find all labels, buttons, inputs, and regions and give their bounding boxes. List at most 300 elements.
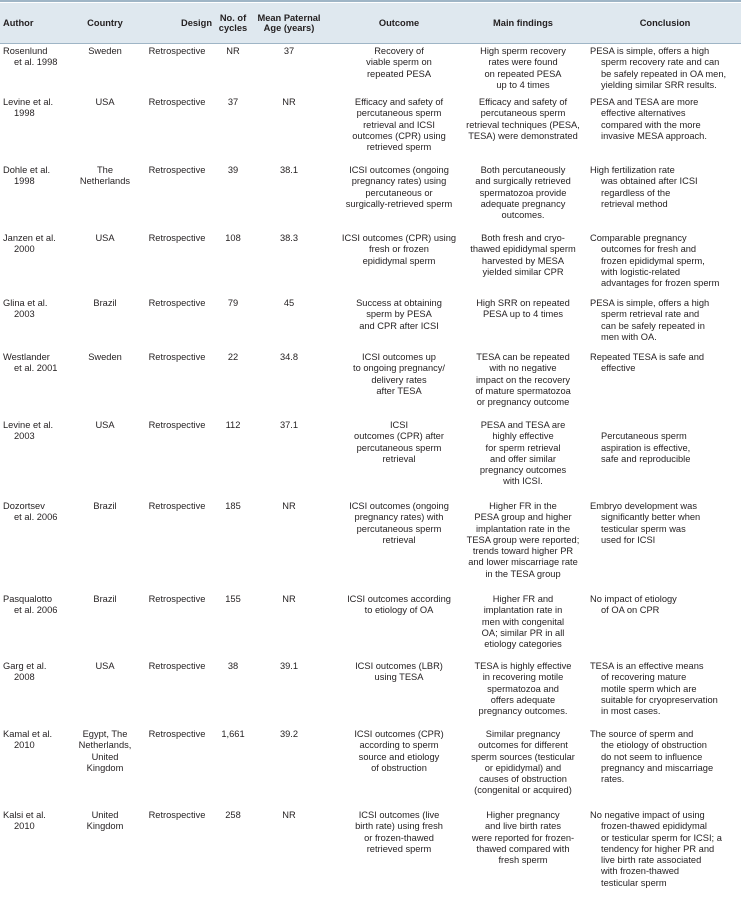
cell-cycles-line: 155 bbox=[225, 594, 241, 604]
cell-outcome-line: to ongoing pregnancy/ bbox=[352, 363, 445, 374]
cell-conclusion bbox=[590, 352, 741, 375]
cell-author bbox=[3, 46, 65, 69]
cell-age-line: 39.2 bbox=[279, 729, 299, 739]
cell-country bbox=[69, 661, 141, 672]
cell-findings-line: and lower miscarriage rate bbox=[468, 557, 578, 568]
cell-outcome-line: percutaneous or bbox=[365, 187, 433, 198]
cell-findings-line: in the TESA group bbox=[485, 568, 561, 579]
cell-conclusion-line: suitable for cryopreservation bbox=[601, 694, 718, 705]
cell-conclusion-line: PESA and TESA are more bbox=[590, 97, 699, 107]
header-author: Author bbox=[3, 18, 34, 28]
cell-design-line: Retrospective bbox=[148, 729, 206, 739]
cell-country bbox=[69, 165, 141, 188]
cell-country-line: USA bbox=[95, 97, 115, 107]
cell-findings-line: rates were found bbox=[488, 57, 558, 68]
cell-country bbox=[69, 420, 141, 431]
cell-outcome-line: percutaneous sperm bbox=[356, 108, 442, 119]
cell-conclusion-line: do not seem to influence bbox=[601, 751, 703, 762]
header-age-line-1: Mean Paternal bbox=[257, 13, 321, 23]
cell-outcome-line: using TESA bbox=[374, 672, 424, 683]
cell-design-line: Retrospective bbox=[148, 233, 206, 243]
cell-conclusion-line: the etiology of obstruction bbox=[601, 740, 707, 751]
header-cycles-line-2: cycles bbox=[218, 23, 248, 33]
cell-age bbox=[253, 233, 325, 244]
cell-country bbox=[69, 501, 141, 512]
cell-conclusion-line: of recovering mature bbox=[601, 672, 687, 683]
cell-findings bbox=[456, 420, 590, 488]
cell-conclusion-line: advantages for frozen sperm bbox=[601, 278, 720, 289]
cell-design-line: Retrospective bbox=[148, 97, 206, 107]
header-age-line-2: Age (years) bbox=[263, 23, 315, 33]
cell-author-line: Glina et al. bbox=[3, 298, 48, 308]
cell-outcome-line: ICSI outcomes (CPR) using bbox=[341, 233, 457, 243]
cell-outcome-line: fresh or frozen bbox=[369, 244, 429, 255]
cell-cycles-line: 112 bbox=[225, 420, 241, 430]
cell-conclusion-line: High fertilization rate bbox=[590, 165, 675, 175]
cell-findings-line: TESA) were demonstrated bbox=[468, 130, 578, 141]
cell-findings-line: of mature spermatozoa bbox=[475, 385, 571, 396]
cell-outcome bbox=[326, 46, 472, 80]
cell-age bbox=[253, 420, 325, 431]
cell-outcome bbox=[326, 594, 472, 617]
cell-outcome-line: Recovery of bbox=[374, 46, 424, 56]
cell-conclusion-line: outcomes for fresh and bbox=[601, 244, 697, 255]
cell-findings bbox=[456, 233, 590, 278]
cell-findings-line: thawed epididymal sperm bbox=[470, 244, 576, 255]
cell-age bbox=[253, 46, 325, 57]
cell-conclusion-line: rates. bbox=[601, 774, 625, 785]
cell-findings-line: percutaneous sperm bbox=[480, 108, 566, 119]
cell-author-line: Dohle et al. bbox=[3, 165, 51, 175]
cell-findings-line: PESA group and higher bbox=[474, 512, 572, 523]
cell-author-line: 1998 bbox=[14, 176, 35, 187]
cell-author-line: Rosenlund bbox=[3, 46, 48, 56]
cell-design bbox=[142, 501, 212, 512]
cell-outcome bbox=[326, 661, 472, 684]
cell-conclusion-line: with frozen-thawed bbox=[601, 866, 680, 877]
cell-findings bbox=[456, 810, 590, 866]
cell-outcome-line: percutaneous sperm bbox=[356, 523, 442, 534]
cell-findings-line: spermatozoa and bbox=[487, 683, 559, 694]
cell-findings-line: and offer similar bbox=[490, 453, 556, 464]
cell-country-line: United bbox=[91, 810, 119, 820]
cell-findings bbox=[456, 46, 590, 91]
cell-author-line: 2003 bbox=[14, 431, 35, 442]
cell-findings-line: were reported for frozen- bbox=[471, 832, 575, 843]
cell-author-line: et al. 2006 bbox=[14, 512, 58, 523]
cell-age-line: 45 bbox=[283, 298, 295, 308]
cell-findings-line: thawed compared with bbox=[476, 843, 570, 854]
cell-findings-line: for sperm retrieval bbox=[485, 442, 561, 453]
cell-outcome bbox=[326, 233, 472, 267]
cell-conclusion-line: testicular sperm was bbox=[601, 523, 686, 534]
cell-conclusion bbox=[590, 233, 741, 289]
cell-country-line: The bbox=[96, 165, 114, 175]
cell-country-line: USA bbox=[95, 233, 115, 243]
cell-findings-line: OA; similar PR in all bbox=[481, 627, 565, 638]
cell-conclusion-line: or testicular sperm for ICSI; a bbox=[601, 832, 722, 843]
cell-design bbox=[142, 97, 212, 108]
cell-conclusion-line: invasive MESA approach. bbox=[601, 130, 707, 141]
cell-conclusion-line: PESA is simple, offers a high bbox=[590, 46, 710, 56]
cell-findings bbox=[456, 501, 590, 580]
cell-conclusion-line: The source of sperm and bbox=[590, 729, 694, 739]
cell-cycles-line: NR bbox=[226, 46, 240, 56]
cell-conclusion-line: effective alternatives bbox=[601, 108, 686, 119]
cell-conclusion-line: tendency for higher PR and bbox=[601, 843, 715, 854]
cell-conclusion-line: be safely repeated in OA men, bbox=[601, 68, 727, 79]
cell-findings-line: TESA can be repeated bbox=[476, 352, 570, 362]
cell-conclusion-line: of OA on CPR bbox=[601, 605, 660, 616]
cell-author-line: Dozortsev bbox=[3, 501, 45, 511]
cell-age-line: 34.8 bbox=[279, 352, 299, 362]
cell-age bbox=[253, 594, 325, 605]
cell-conclusion-line: Percutaneous sperm bbox=[601, 431, 687, 442]
cell-findings-line: pregnancy outcomes. bbox=[478, 706, 568, 717]
cell-author-line: Garg et al. bbox=[3, 661, 47, 671]
cell-outcome-line: viable sperm on bbox=[366, 57, 432, 68]
header-findings: Main findings bbox=[493, 18, 553, 28]
cell-conclusion-line: Repeated TESA is safe and bbox=[590, 352, 705, 362]
cell-outcome bbox=[326, 298, 472, 332]
cell-design bbox=[142, 810, 212, 821]
cell-author-line: Levine et al. bbox=[3, 420, 54, 430]
cell-conclusion-line: Embryo development was bbox=[590, 501, 697, 511]
cell-country-line: Egypt, The bbox=[82, 729, 128, 739]
cell-age-line: NR bbox=[282, 501, 296, 511]
cell-design bbox=[142, 46, 212, 57]
cell-design-line: Retrospective bbox=[148, 352, 206, 362]
cell-conclusion-line: retrieval method bbox=[601, 198, 668, 209]
cell-conclusion bbox=[590, 46, 741, 91]
cell-outcome-line: or frozen-thawed bbox=[364, 832, 434, 843]
cell-findings-line: Both fresh and cryo- bbox=[481, 233, 565, 243]
cell-outcome-line: ICSI bbox=[389, 420, 409, 430]
cell-country-line: Netherlands bbox=[79, 176, 131, 187]
cell-country-line: Brazil bbox=[93, 298, 117, 308]
cell-age-line: NR bbox=[282, 810, 296, 820]
cell-age-line: NR bbox=[282, 594, 296, 604]
cell-conclusion bbox=[590, 810, 741, 889]
cell-findings-line: Higher FR and bbox=[492, 594, 554, 604]
cell-findings-line: High SRR on repeated bbox=[476, 298, 570, 308]
cell-country bbox=[69, 46, 141, 57]
cell-findings-line: pregnancy outcomes bbox=[479, 465, 567, 476]
cell-country bbox=[69, 729, 141, 774]
cell-findings-line: harvested by MESA bbox=[481, 255, 565, 266]
cell-conclusion-line: aspiration is effective, bbox=[601, 442, 691, 453]
cell-findings-line: (congenital or acquired) bbox=[474, 785, 572, 796]
cell-findings-line: TESA is highly effective bbox=[474, 661, 572, 671]
cell-design-line: Retrospective bbox=[148, 661, 206, 671]
cell-author-line: Kalsi et al. bbox=[3, 810, 46, 820]
cell-author bbox=[3, 501, 65, 524]
cell-outcome bbox=[326, 165, 472, 210]
cell-cycles bbox=[214, 46, 252, 57]
cell-findings-line: spermatozoa provide bbox=[479, 187, 567, 198]
cell-conclusion-line: pregnancy and miscarriage bbox=[601, 762, 714, 773]
cell-outcome-line: Success at obtaining bbox=[356, 298, 442, 308]
cell-outcome-line: sperm by PESA bbox=[366, 309, 432, 320]
cell-author bbox=[3, 298, 65, 321]
cell-author bbox=[3, 661, 65, 684]
cell-outcome-line: ICSI outcomes (ongoing bbox=[349, 165, 449, 175]
cell-findings-line: trends toward higher PR bbox=[472, 546, 574, 557]
cell-conclusion-line: live birth rate associated bbox=[601, 855, 702, 866]
cell-findings-line: highly effective bbox=[492, 431, 554, 442]
cell-findings bbox=[456, 298, 590, 321]
cell-cycles-line: 108 bbox=[225, 233, 241, 243]
cell-findings-line: retrieval techniques (PESA, bbox=[466, 119, 580, 130]
cell-cycles bbox=[214, 501, 252, 512]
cell-findings-line: with ICSI. bbox=[503, 476, 543, 487]
header-design: Design bbox=[181, 18, 212, 28]
cell-findings bbox=[456, 165, 590, 221]
cell-findings bbox=[456, 352, 590, 408]
cell-cycles bbox=[214, 661, 252, 672]
cell-findings-line: Similar pregnancy bbox=[485, 729, 561, 739]
cell-outcome-line: retrieved sperm bbox=[366, 843, 432, 854]
cell-age-line: 38.1 bbox=[279, 165, 299, 175]
cell-design bbox=[142, 233, 212, 244]
cell-conclusion-line: can be safely repeated in bbox=[601, 320, 705, 331]
cell-author bbox=[3, 233, 65, 256]
cell-conclusion-line: Comparable pregnancy bbox=[590, 233, 687, 243]
cell-findings-line: in recovering motile bbox=[482, 672, 564, 683]
cell-conclusion bbox=[590, 594, 741, 617]
cell-conclusion-line: regardless of the bbox=[601, 187, 671, 198]
cell-cycles bbox=[214, 594, 252, 605]
header-outcome: Outcome bbox=[378, 18, 420, 28]
cell-findings-line: with no negative bbox=[489, 363, 557, 374]
cell-findings-line: Higher FR in the bbox=[489, 501, 557, 511]
cell-age-line: NR bbox=[282, 97, 296, 107]
cell-findings-line: on repeated PESA bbox=[484, 68, 562, 79]
cell-cycles-line: 185 bbox=[225, 501, 241, 511]
cell-country bbox=[69, 810, 141, 833]
cell-outcome-line: retrieval bbox=[382, 534, 416, 545]
cell-findings-line: yielded similar CPR bbox=[482, 266, 564, 277]
cell-country-line: Brazil bbox=[93, 594, 117, 604]
cell-outcome-line: Efficacy and safety of bbox=[354, 97, 444, 107]
cell-outcome bbox=[326, 810, 472, 855]
cell-conclusion-line: yielding similar SRR results. bbox=[601, 79, 717, 90]
cell-design-line: Retrospective bbox=[148, 46, 206, 56]
header-conclusion: Conclusion bbox=[639, 18, 691, 28]
cell-findings-line: implantation rate in the bbox=[475, 523, 571, 534]
cell-findings-line: outcomes. bbox=[501, 210, 545, 221]
cell-conclusion-line: in most cases. bbox=[601, 706, 661, 717]
cell-conclusion bbox=[590, 165, 741, 210]
cell-design bbox=[142, 352, 212, 363]
cell-outcome-line: ICSI outcomes (CPR) bbox=[354, 729, 444, 739]
cell-conclusion-line: significantly better when bbox=[601, 512, 701, 523]
cell-cycles bbox=[214, 420, 252, 431]
cell-author-line: Westlander bbox=[3, 352, 50, 362]
cell-country-line: Sweden bbox=[88, 46, 122, 56]
cell-outcome-line: surgically-retrieved sperm bbox=[345, 198, 453, 209]
cell-country-line: USA bbox=[95, 420, 115, 430]
cell-outcome-line: pregnancy rates) with bbox=[354, 512, 444, 523]
cell-conclusion-line: TESA is an effective means bbox=[590, 661, 704, 671]
cell-conclusion-line bbox=[590, 420, 741, 431]
cell-author bbox=[3, 729, 65, 752]
cell-author-line: 2010 bbox=[14, 740, 35, 751]
cell-age-line: 38.3 bbox=[279, 233, 299, 243]
cell-author bbox=[3, 594, 65, 617]
cell-outcome-line: after TESA bbox=[376, 385, 422, 396]
cell-conclusion-line: safe and reproducible bbox=[601, 453, 691, 464]
cell-findings-line: men with congenital bbox=[481, 616, 565, 627]
cell-cycles bbox=[214, 729, 252, 740]
cell-conclusion-line: frozen epididymal sperm, bbox=[601, 255, 705, 266]
cell-design bbox=[142, 594, 212, 605]
cell-conclusion bbox=[590, 661, 741, 717]
cell-outcome-line: ICSI outcomes (live bbox=[358, 810, 440, 820]
cell-outcome-line: ICSI outcomes up bbox=[362, 352, 436, 362]
cell-outcome-line: and CPR after ICSI bbox=[359, 320, 439, 331]
cell-country bbox=[69, 298, 141, 309]
cell-findings-line: causes of obstruction bbox=[479, 774, 567, 785]
cell-findings-line: offers adequate bbox=[490, 694, 556, 705]
cell-outcome-line: of obstruction bbox=[371, 762, 427, 773]
cell-age-line: 37.1 bbox=[279, 420, 299, 430]
cell-outcome-line: retrieval and ICSI bbox=[363, 119, 435, 130]
cell-author-line: 2008 bbox=[14, 672, 35, 683]
cell-design bbox=[142, 165, 212, 176]
cell-findings bbox=[456, 594, 590, 650]
cell-author-line: Kamal et al. bbox=[3, 729, 53, 739]
cell-findings-line: etiology categories bbox=[484, 639, 562, 650]
cell-age bbox=[253, 352, 325, 363]
cell-cycles bbox=[214, 233, 252, 244]
cell-conclusion-line: used for ICSI bbox=[601, 534, 656, 545]
cell-conclusion-line: effective bbox=[601, 363, 636, 374]
cell-design-line: Retrospective bbox=[148, 420, 206, 430]
cell-cycles-line: 38 bbox=[227, 661, 239, 671]
header-cycles bbox=[214, 3, 252, 43]
cell-outcome-line: ICSI outcomes (LBR) bbox=[355, 661, 443, 671]
cell-cycles bbox=[214, 298, 252, 309]
cell-outcome-line: outcomes (CPR) using bbox=[352, 130, 446, 141]
cell-design bbox=[142, 729, 212, 740]
cell-cycles bbox=[214, 810, 252, 821]
cell-cycles-line: 79 bbox=[227, 298, 239, 308]
cell-author-line: 2003 bbox=[14, 309, 35, 320]
cell-outcome-line: outcomes (CPR) after bbox=[354, 431, 444, 442]
cell-cycles-line: 37 bbox=[227, 97, 239, 107]
cell-conclusion-line: No negative impact of using bbox=[590, 810, 705, 820]
cell-outcome-line: according to sperm bbox=[359, 740, 439, 751]
cell-country bbox=[69, 97, 141, 108]
cell-author-line: et al. 2006 bbox=[14, 605, 58, 616]
cell-conclusion-line: PESA is simple, offers a high bbox=[590, 298, 710, 308]
cell-findings-line: outcomes for different bbox=[478, 740, 568, 751]
cell-age bbox=[253, 810, 325, 821]
cell-outcome-line: source and etiology bbox=[358, 751, 440, 762]
cell-findings-line: Both percutaneously bbox=[480, 165, 566, 175]
cell-outcome-line: to etiology of OA bbox=[364, 605, 434, 616]
cell-findings-line: sperm sources (testicular bbox=[471, 751, 575, 762]
cell-findings-line: PESA up to 4 times bbox=[482, 309, 564, 320]
cell-country-line: Sweden bbox=[88, 352, 122, 362]
cell-outcome-line: percutaneous sperm bbox=[356, 442, 442, 453]
cell-outcome-line: retrieved sperm bbox=[366, 142, 432, 153]
cell-outcome bbox=[326, 97, 472, 153]
cell-author-line: 2010 bbox=[14, 821, 35, 832]
cell-conclusion bbox=[590, 298, 741, 343]
cell-author bbox=[3, 420, 65, 443]
cell-country-line: Netherlands, bbox=[78, 740, 132, 751]
cell-cycles-line: 22 bbox=[227, 352, 239, 362]
cell-outcome-line: ICSI outcomes according bbox=[347, 594, 451, 604]
cell-age-line: 39.1 bbox=[279, 661, 299, 671]
cell-findings-line: or pregnancy outcome bbox=[476, 397, 570, 408]
cell-outcome-line: delivery rates bbox=[371, 374, 427, 385]
cell-design-line: Retrospective bbox=[148, 165, 206, 175]
cell-author bbox=[3, 165, 65, 188]
cell-author-line: Levine et al. bbox=[3, 97, 54, 107]
cell-conclusion-line: No impact of etiology bbox=[590, 594, 677, 604]
cell-design-line: Retrospective bbox=[148, 810, 206, 820]
cell-findings-line: up to 4 times bbox=[496, 79, 550, 90]
cell-findings-line: impact on the recovery bbox=[475, 374, 571, 385]
cell-findings-line: or epididymal) and bbox=[484, 762, 562, 773]
cell-conclusion bbox=[590, 420, 741, 465]
header-country: Country bbox=[87, 18, 123, 28]
cell-age bbox=[253, 298, 325, 309]
cell-outcome bbox=[326, 729, 472, 774]
cell-author bbox=[3, 352, 65, 375]
cell-cycles bbox=[214, 97, 252, 108]
cell-outcome bbox=[326, 501, 472, 546]
table-top-rule bbox=[0, 0, 741, 2]
cell-findings bbox=[456, 661, 590, 717]
cell-design-line: Retrospective bbox=[148, 501, 206, 511]
cell-findings-line: PESA and TESA are bbox=[480, 420, 566, 430]
cell-country-line: USA bbox=[95, 661, 115, 671]
cell-outcome-line: repeated PESA bbox=[366, 68, 432, 79]
cell-conclusion-line: frozen-thawed epididymal bbox=[601, 821, 707, 832]
cell-age-line: 37 bbox=[283, 46, 295, 56]
cell-cycles-line: 1,661 bbox=[221, 729, 245, 739]
cell-age bbox=[253, 165, 325, 176]
cell-outcome bbox=[326, 420, 472, 465]
cell-cycles bbox=[214, 352, 252, 363]
cell-findings-line: implantation rate in bbox=[483, 605, 563, 616]
cell-design bbox=[142, 298, 212, 309]
cell-country bbox=[69, 233, 141, 244]
cell-findings-line: Efficacy and safety of bbox=[478, 97, 568, 107]
cell-author-line: et al. 1998 bbox=[14, 57, 58, 68]
cell-design-line: Retrospective bbox=[148, 594, 206, 604]
cell-author bbox=[3, 97, 65, 120]
cell-conclusion bbox=[590, 729, 741, 785]
cell-outcome bbox=[326, 352, 472, 397]
cell-findings-line: adequate pregnancy bbox=[480, 198, 566, 209]
cell-findings-line: fresh sperm bbox=[498, 855, 548, 866]
cell-author-line: 2000 bbox=[14, 244, 35, 255]
cell-author-line: Pasqualotto bbox=[3, 594, 53, 604]
cell-findings-line: Higher pregnancy bbox=[486, 810, 560, 820]
cell-conclusion-line: was obtained after ICSI bbox=[601, 176, 698, 187]
cell-author-line: et al. 2001 bbox=[14, 363, 58, 374]
cell-conclusion-line: men with OA. bbox=[601, 331, 657, 342]
cell-author-line: Janzen et al. bbox=[3, 233, 56, 243]
cell-outcome-line: epididymal sperm bbox=[362, 255, 436, 266]
cell-cycles bbox=[214, 165, 252, 176]
cell-country-line: Brazil bbox=[93, 501, 117, 511]
